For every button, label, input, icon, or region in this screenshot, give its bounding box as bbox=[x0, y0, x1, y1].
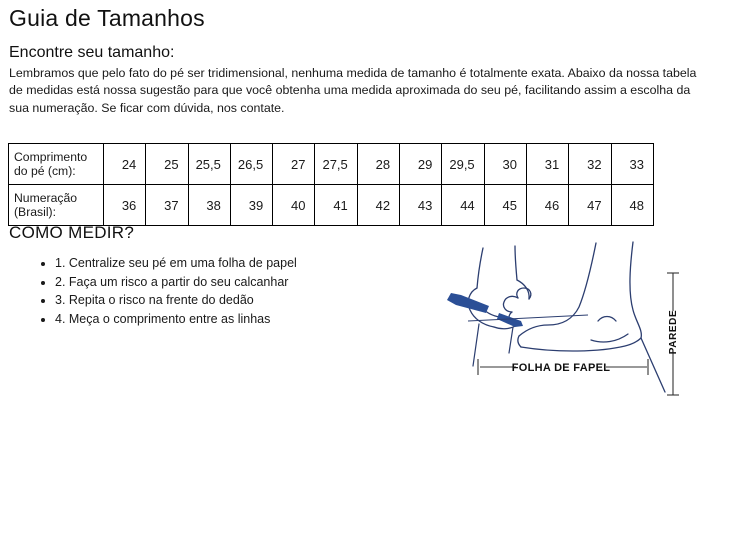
page-title: Guia de Tamanhos bbox=[9, 5, 205, 31]
size-cell: 27,5 bbox=[315, 144, 357, 185]
how-to-steps-list bbox=[9, 256, 297, 330]
size-cell: 29,5 bbox=[442, 144, 484, 185]
size-cell: 32 bbox=[569, 144, 611, 185]
foot-measure-illustration bbox=[440, 236, 752, 404]
how-to-measure-heading: COMO MEDIR? bbox=[9, 223, 135, 242]
wall-label: PAREDE bbox=[668, 309, 679, 355]
size-cell: 28 bbox=[357, 144, 399, 185]
find-size-heading: Encontre seu tamanho: bbox=[9, 44, 175, 61]
size-cell: 40 bbox=[273, 185, 315, 226]
size-cell: 31 bbox=[526, 144, 568, 185]
size-cell: 37 bbox=[146, 185, 188, 226]
size-table bbox=[8, 143, 654, 226]
paper-width-label: FOLHA DE FAPEL bbox=[511, 362, 611, 374]
size-cell: 43 bbox=[400, 185, 442, 226]
list-item-step-1: • 1. Centralize seu pé em uma folha de papel bbox=[55, 256, 297, 270]
size-cell: 24 bbox=[104, 144, 146, 185]
row-label-foot-length: Comprimento do pé (cm): bbox=[9, 144, 104, 185]
size-cell: 42 bbox=[357, 185, 399, 226]
size-cell: 29 bbox=[400, 144, 442, 185]
size-cell: 30 bbox=[484, 144, 526, 185]
risco-lines bbox=[473, 324, 513, 366]
size-cell: 48 bbox=[611, 185, 653, 226]
list-item-step-3: • 3. Repita o risco na frente do dedão bbox=[55, 293, 297, 307]
list-item-step-2: • 2. Faça um risco a partir do seu calcanhar bbox=[55, 275, 297, 289]
table-row-shoe-number bbox=[9, 185, 654, 226]
size-cell: 39 bbox=[230, 185, 272, 226]
list-item-step-4: • 4. Meça o comprimento entre as linhas bbox=[55, 312, 297, 326]
size-cell: 26,5 bbox=[230, 144, 272, 185]
size-cell: 38 bbox=[188, 185, 230, 226]
size-cell: 25 bbox=[146, 144, 188, 185]
size-cell: 27 bbox=[273, 144, 315, 185]
size-cell: 33 bbox=[611, 144, 653, 185]
size-cell: 36 bbox=[104, 185, 146, 226]
size-cell: 47 bbox=[569, 185, 611, 226]
size-cell: 45 bbox=[484, 185, 526, 226]
size-cell: 25,5 bbox=[188, 144, 230, 185]
table-row-foot-length bbox=[9, 144, 654, 185]
size-cell: 46 bbox=[526, 185, 568, 226]
row-label-shoe-number: Numeração (Brasil): bbox=[9, 185, 104, 226]
pen-icon bbox=[447, 293, 523, 327]
intro-paragraph: Lembramos que pelo fato do pé ser tridimensional, nenhuma medida de tamanho é totalmente exata. Abaixo da nossa tabela de medidas está nossa sugestão para que você obtenha uma medida aproximada do seu pé, facilitando assim a escolha da sua numeração. Se ficar com dúvida, nos contate. bbox=[9, 66, 697, 115]
size-cell: 41 bbox=[315, 185, 357, 226]
size-cell: 44 bbox=[442, 185, 484, 226]
